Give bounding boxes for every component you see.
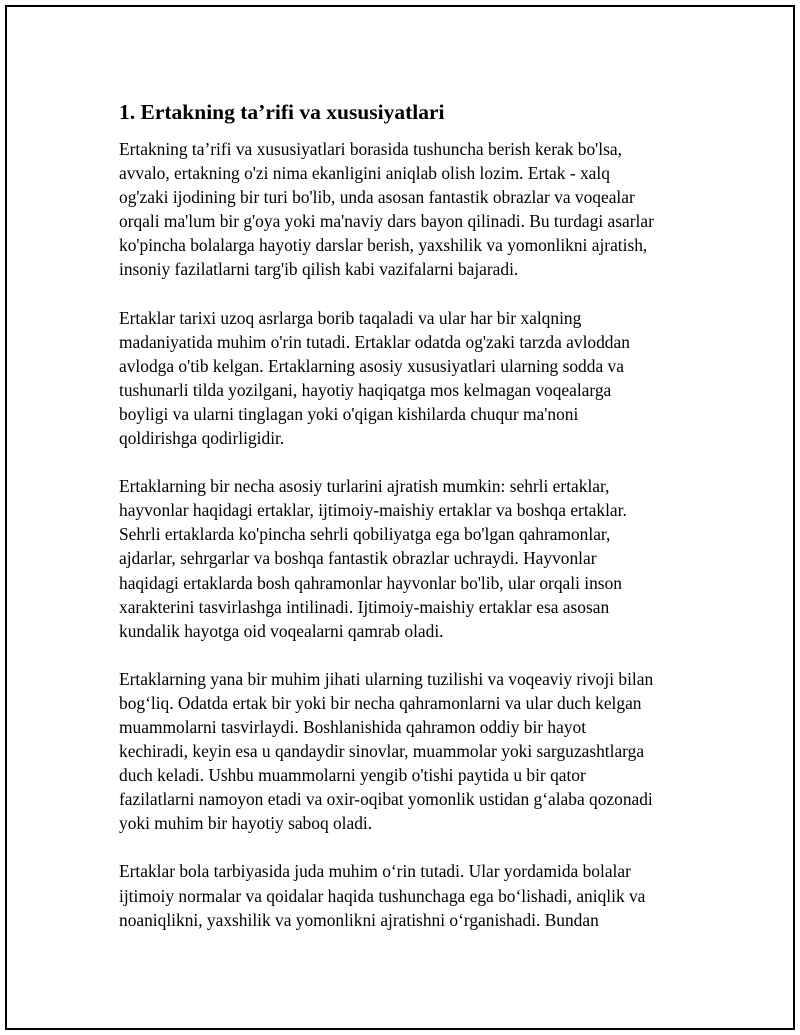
page-frame (5, 5, 795, 1030)
text-line: haqidagi ertaklarda bosh qahramonlar hayvonlar bo'lib, ular orqali inson (119, 572, 622, 593)
paragraph-2 (119, 306, 699, 451)
text-line: boyligi va ularni tinglagan yoki o'qigan kishilarda chuqur ma'noni (119, 403, 579, 424)
text-line: bog‘liq. Odatda ertak bir yoki bir necha qahramonlarni va ular duch kelgan (119, 692, 642, 713)
paragraph-5 (119, 859, 699, 931)
text-line: ko'pincha bolalarga hayotiy darslar berish, yaxshilik va yomonlikni ajratish, (119, 235, 648, 256)
text-line: noaniqlikni, yaxshilik va yomonlikni ajratishni o‘rganishadi. Bundan (119, 909, 599, 930)
text-line: Ertaklarning yana bir muhim jihati ularning tuzilishi va voqeaviy rivoji bilan (119, 668, 654, 689)
text-line: ajdarlar, sehrgarlar va boshqa fantastik obrazlar uchraydi. Hayvonlar (119, 548, 597, 569)
text-line: hayvonlar haqidagi ertaklar, ijtimoiy-maishiy ertaklar va boshqa ertaklar. (119, 500, 627, 521)
text-line: Sehrli ertaklarda ko'pincha sehrli qobiliyatga ega bo'lgan qahramonlar, (119, 524, 611, 545)
text-line: qoldirishga qodirligidir. (119, 428, 285, 449)
text-line: yoki muhim bir hayotiy saboq oladi. (119, 813, 373, 834)
text-line: duch keladi. Ushbu muammolarni yengib o'tishi paytida u bir qator (119, 765, 586, 786)
text-line: Ertakning ta’rifi va xususiyatlari borasida tushuncha berish kerak bo'lsa, (119, 139, 622, 159)
text-line: avvalo, ertakning o'zi nima ekanligini aniqlab olish lozim. Ertak - xalq (119, 163, 610, 184)
text-line: ijtimoiy normalar va qoidalar haqida tushunchaga ega bo‘lishadi, aniqlik va (119, 885, 646, 906)
text-line: orqali ma'lum bir g'oya yoki ma'naviy dars bayon qilinadi. Bu turdagi asarlar (119, 211, 654, 232)
paragraph-3 (119, 474, 699, 643)
text-line: insoniy fazilatlarni targ'ib qilish kabi vazifalarni bajaradi. (119, 259, 519, 280)
text-line: avlodga o'tib kelgan. Ertaklarning asosiy xususiyatlari ularning sodda va (119, 355, 624, 376)
text-line: Ertaklar tarixi uzoq asrlarga borib taqaladi va ular har bir xalqning (119, 307, 582, 328)
paragraph-4 (119, 667, 699, 836)
document-body (119, 95, 699, 956)
text-line: xarakterini tasvirlashga intilinadi. Ijtimoiy-maishiy ertaklar esa asosan (119, 596, 610, 617)
text-line: kechiradi, keyin esa u qandaydir sinovlar, muammolar yoki sarguzashtlarga (119, 741, 645, 762)
text-line: fazilatlarni namoyon etadi va oxir-oqibat yomonlik ustidan g‘alaba qozonadi (119, 789, 653, 810)
text-line: tushunarli tilda yozilgani, hayotiy haqiqatga mos kelmagan voqealarga (119, 379, 612, 400)
section-heading: 1. Ertakning ta’rifi va xususiyatlari (119, 100, 445, 124)
text-line: madaniyatida muhim o'rin tutadi. Ertaklar odatda og'zaki tarzda avloddan (119, 331, 630, 352)
text-line: kundalik hayotga oid voqealarni qamrab oladi. (119, 620, 444, 641)
text-line: muammolarni tasvirlaydi. Boshlanishida qahramon oddiy bir hayot (119, 716, 587, 737)
text-line: Ertaklarning bir necha asosiy turlarini ajratish mumkin: sehrli ertaklar, (119, 476, 610, 497)
paragraph-1 (119, 137, 699, 282)
text-line: og'zaki ijodining bir turi bo'lib, unda asosan fantastik obrazlar va voqealar (119, 187, 635, 208)
text-line: Ertaklar bola tarbiyasida juda muhim o‘rin tutadi. Ular yordamida bolalar (119, 861, 631, 882)
